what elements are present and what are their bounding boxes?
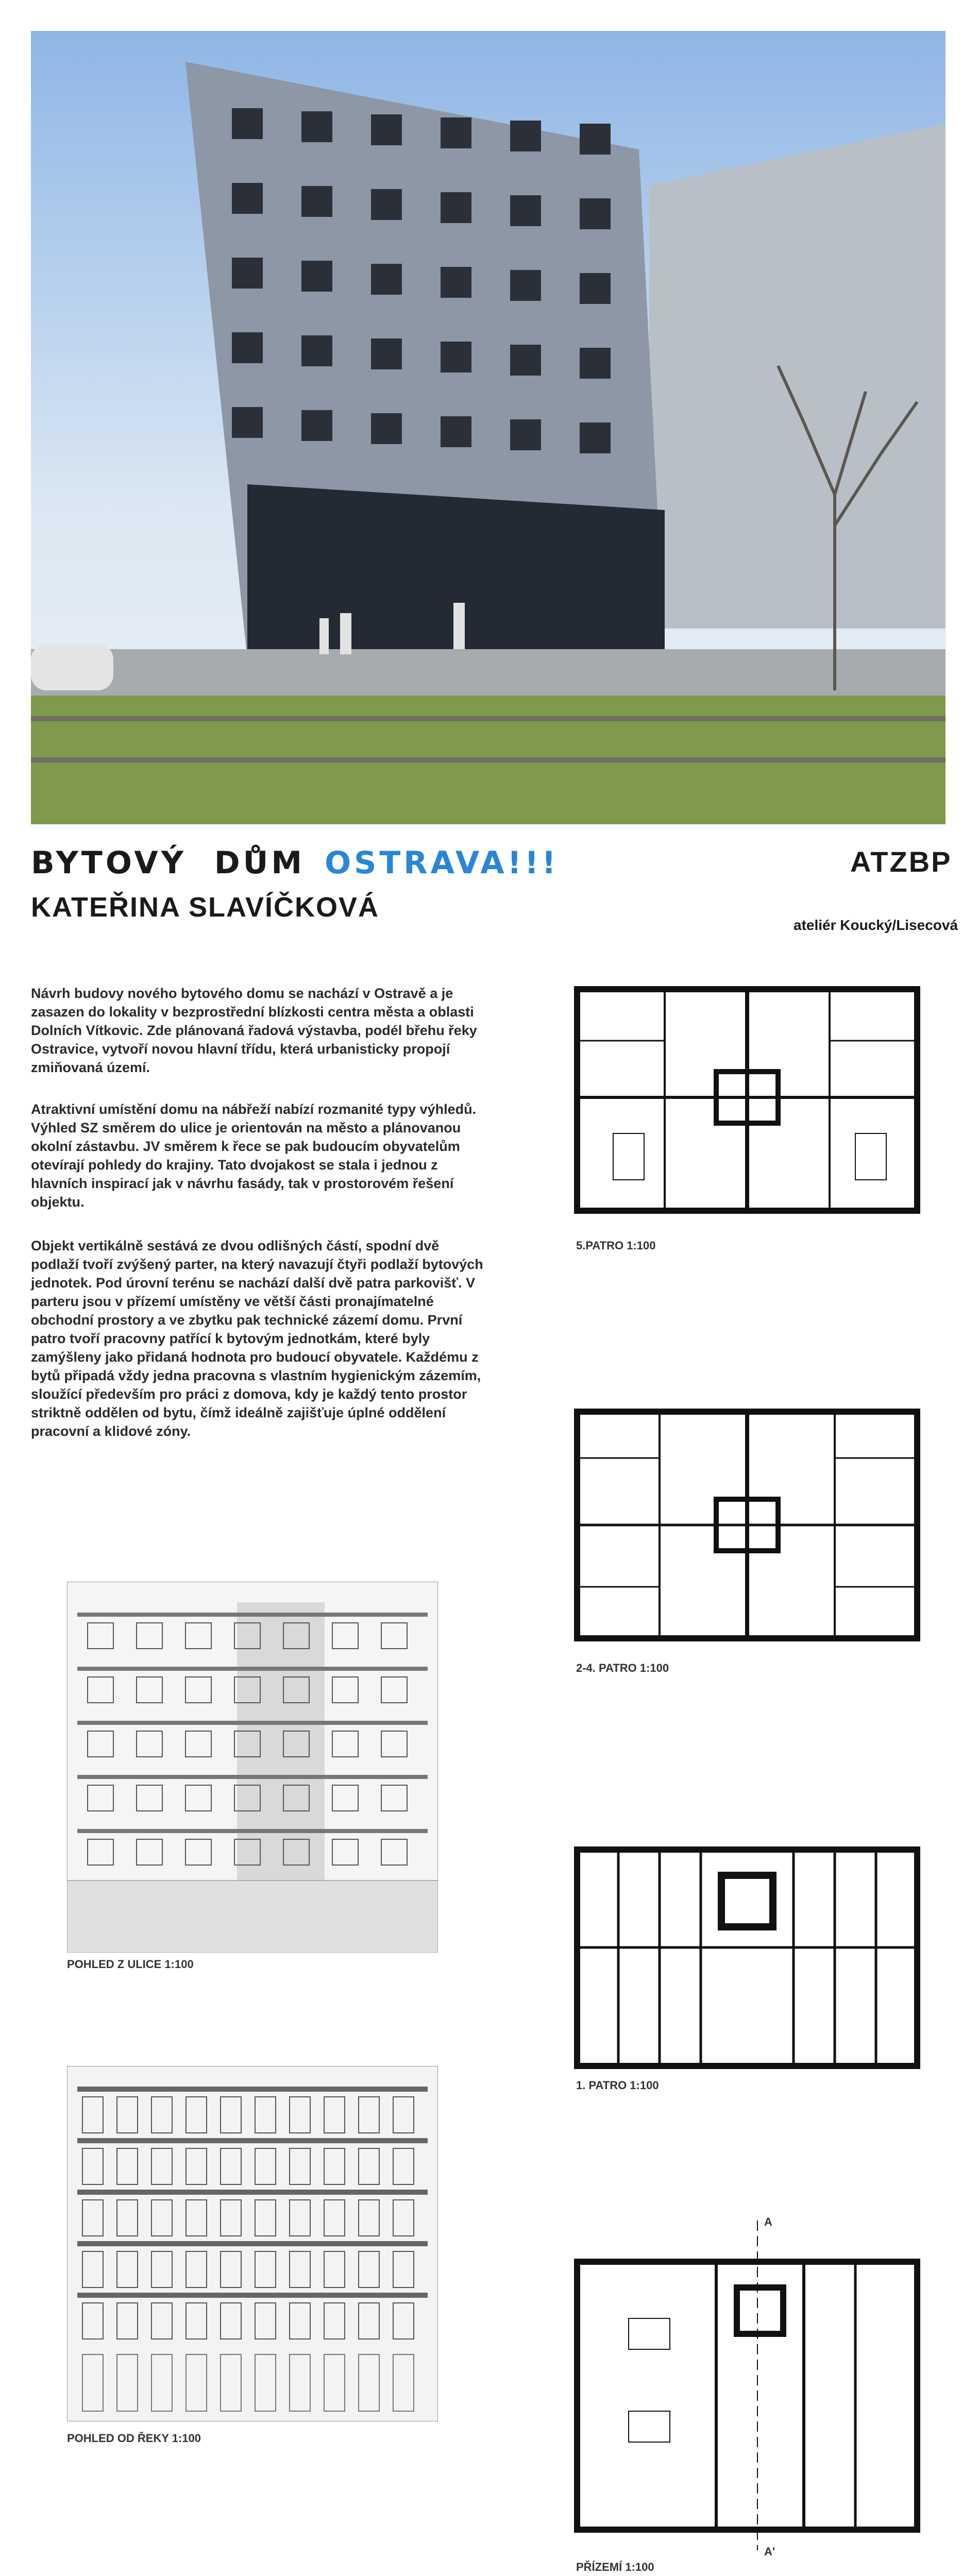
title-exclaim: !!!	[507, 845, 559, 881]
street-elevation-caption: POHLED Z ULICE 1:100	[67, 1958, 194, 1971]
structure-paragraph: Objekt vertikálně sestává ze dvou odlišných částí, spodní dvě podlaží tvoří zvýšený parter, na který navazují čtyři podlaží bytových jednotek. Pod úrovní terénu se nachází další dvě patra parkovišť. V parteru jsou v přízemí umístěny ve větší části pronajímatelné obchodní prostory a ve zbytku pak technické zázemí domu. První patro tvoří pracovny patřící k bytovým jednotkám, které byly zamýšleny jako přidaná hodnota pro budoucí obyvatele. Každému z bytů připadá vždy jedna pracovna s vlastním hygienickým zázemím, sloužící především pro práci z domova, kdy je každý tento prostor striktně oddělen od bytu, čímž ideálně zajišťuje úplné oddělení pracovní a klidové zóny.	[31, 1238, 483, 1439]
river-elevation-caption: POHLED OD ŘEKY 1:100	[67, 2432, 201, 2445]
floor-plan-1	[567, 1839, 927, 2076]
floor-plan-2-4	[567, 1401, 927, 1659]
floor-plan-5-caption: 5.PATRO 1:100	[576, 1239, 656, 1252]
course-code: ATZBP	[850, 845, 952, 878]
section-mark-top: A	[764, 2215, 772, 2228]
floor-plan-1-caption: 1. PATRO 1:100	[576, 2079, 659, 2092]
author-name: KATEŘINA SLAVÍČKOVÁ	[31, 892, 380, 923]
project-title	[31, 845, 559, 881]
section-mark-bottom: A'	[764, 2545, 775, 2558]
river-elevation	[67, 2066, 438, 2421]
street-elevation	[67, 1582, 438, 1953]
title-prefix: BYTOVÝ DŮM	[31, 845, 306, 881]
intro-paragraph: Návrh budovy nového bytového domu se nachází v Ostravě a je zasazen do lokality v bezprostřední blízkosti centra města a oblasti Dolních Vítkovic. Zde plánovaná řadová výstavba, podél břehu řeky Ostravice, vytvoří novou hlavní třídu, která urbanisticky propojí zmiňovaná území.	[31, 986, 477, 1075]
floor-plan-2-4-caption: 2-4. PATRO 1:100	[576, 1662, 669, 1674]
street-render-image	[31, 31, 946, 824]
studio-name: ateliér Koucký/Lisecová	[794, 917, 958, 933]
ground-floor-caption: PŘÍZEMÍ 1:100	[576, 2561, 654, 2573]
title-city: OSTRAVA	[325, 845, 508, 881]
views-paragraph: Atraktivní umístění domu na nábřeží nabízí rozmanité typy výhledů. Výhled SZ směrem do ulice je orientován na město a plánovanou okolní zástavbu. JV směrem k řece se pak budoucím obyvatelům otevírají pohledy do krajiny. Tato dvojakost se stala i jednou z hlavních inspirací jak v návrhu fasády, tak v prostorovém řešení objektu.	[31, 1101, 477, 1210]
ground-floor-plan	[567, 2215, 927, 2555]
floor-plan-5	[567, 979, 927, 1236]
